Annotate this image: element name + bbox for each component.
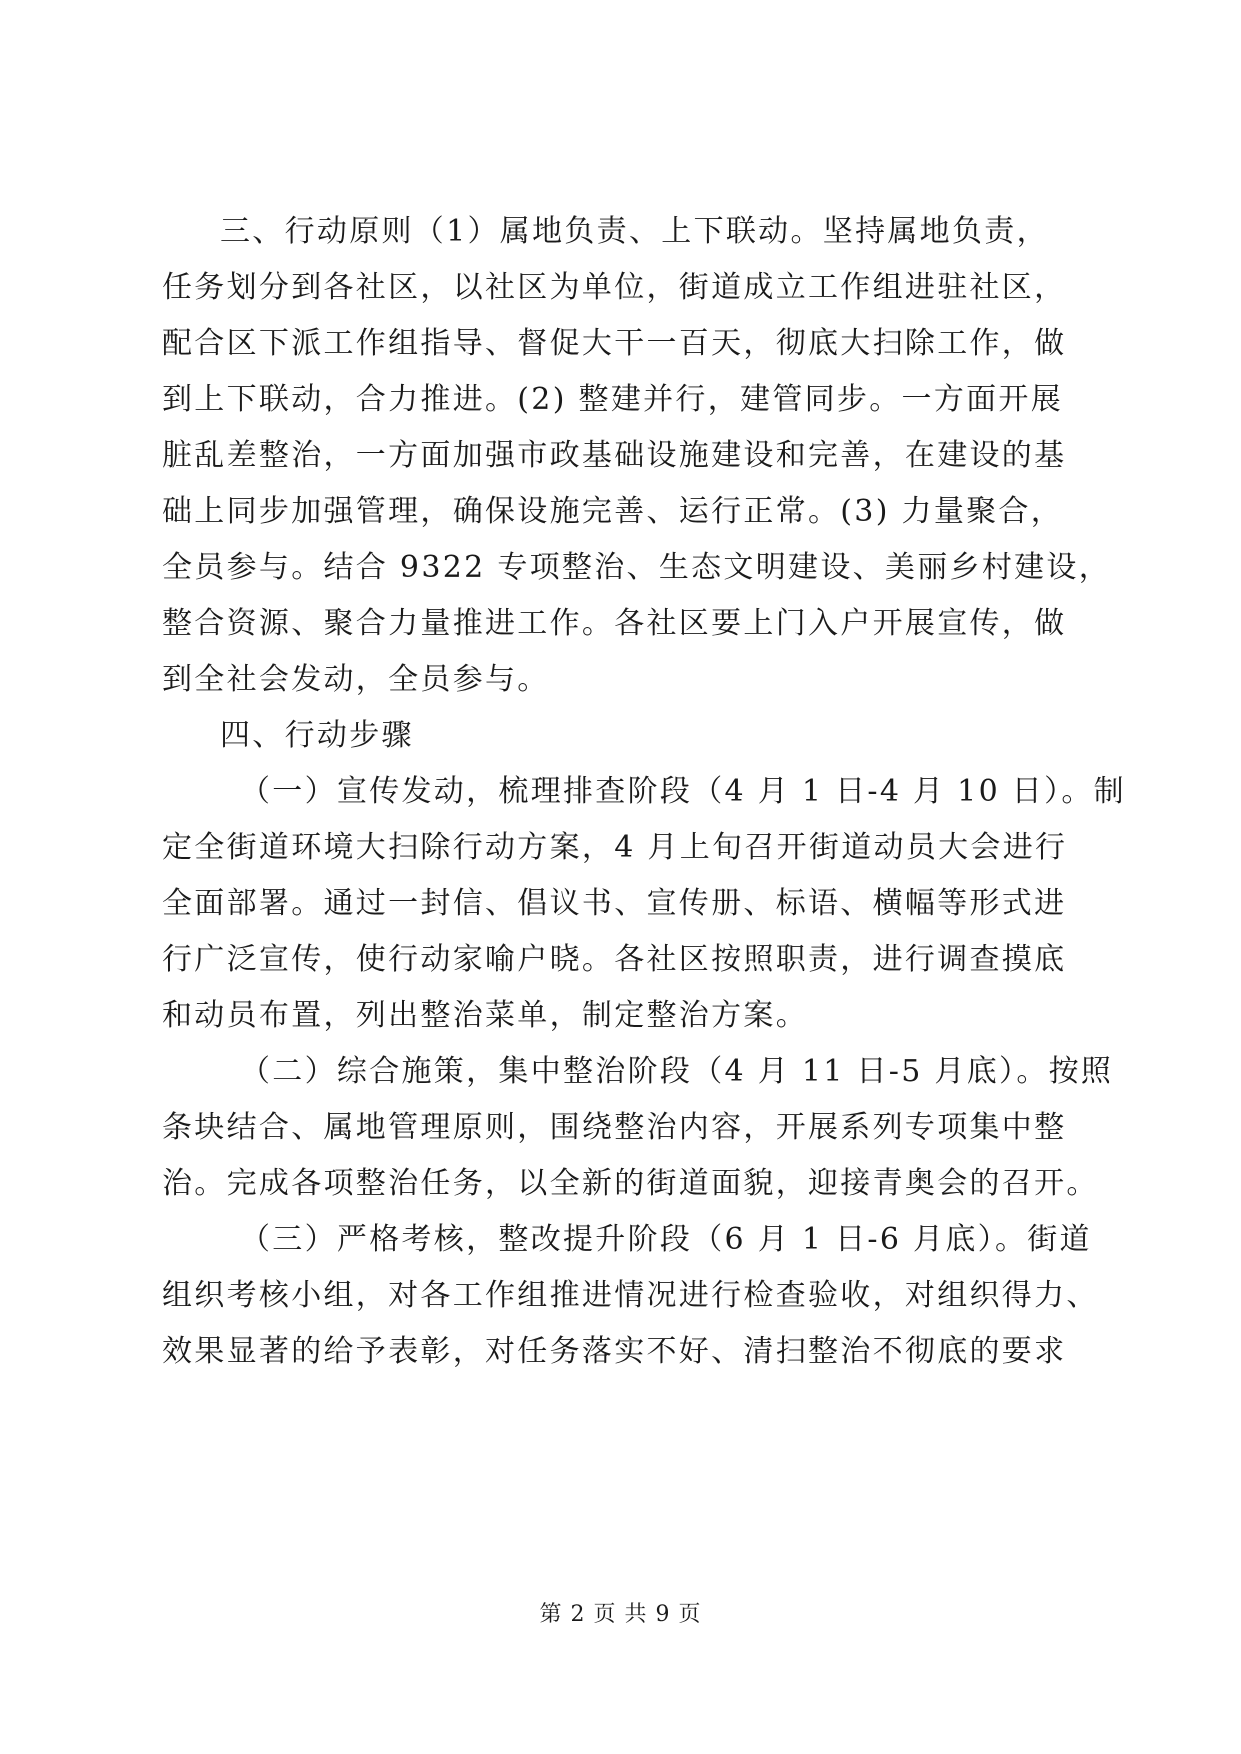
body-line: 定全街道环境大扫除行动方案，4 月上旬召开街道动员大会进行: [162, 830, 1068, 865]
body-line: 全面部署。通过一封信、倡议书、宣传册、标语、横幅等形式进: [162, 886, 1067, 921]
body-line: 和动员布置，列出整治菜单，制定整治方案。: [162, 998, 808, 1033]
body-line: 组织考核小组，对各工作组推进情况进行检查验收，对组织得力、: [162, 1278, 1099, 1313]
body-line: 任务划分到各社区，以社区为单位，街道成立工作组进驻社区，: [162, 270, 1067, 305]
body-line: 三、行动原则（1）属地负责、上下联动。坚持属地负责，: [220, 214, 1049, 249]
body-line: （三）严格考核，整改提升阶段（6 月 1 日-6 月底）。街道: [240, 1222, 1092, 1257]
body-line: 全员参与。结合 9322 专项整治、生态文明建设、美丽乡村建设，: [162, 550, 1112, 585]
body-line: 效果显著的给予表彰，对任务落实不好、清扫整治不彻底的要求: [162, 1334, 1067, 1369]
section-heading: 四、行动步骤: [220, 718, 414, 753]
body-line: 到上下联动，合力推进。(2) 整建并行，建管同步。一方面开展: [162, 382, 1064, 417]
body-line: 条块结合、属地管理原则，围绕整治内容，开展系列专项集中整: [162, 1110, 1067, 1145]
body-line: 治。完成各项整治任务，以全新的街道面貌，迎接青奥会的召开。: [162, 1166, 1099, 1201]
body-line: 整合资源、聚合力量推进工作。各社区要上门入户开展宣传，做: [162, 606, 1067, 641]
body-line: 脏乱差整治，一方面加强市政基础设施建设和完善，在建设的基: [162, 438, 1067, 473]
page-number-footer: 第 2 页 共 9 页: [539, 1602, 702, 1627]
body-line: 行广泛宣传，使行动家喻户晓。各社区按照职责，进行调查摸底: [162, 942, 1067, 977]
body-line: 到全社会发动，全员参与。: [162, 662, 550, 697]
body-line: 础上同步加强管理，确保设施完善、运行正常。(3) 力量聚合，: [162, 494, 1064, 529]
body-line: （二）综合施策，集中整治阶段（4 月 11 日-5 月底）。按照: [240, 1054, 1114, 1089]
body-line: 配合区下派工作组指导、督促大干一百天，彻底大扫除工作，做: [162, 326, 1067, 361]
body-line: （一）宣传发动，梳理排查阶段（4 月 1 日-4 月 10 日）。制: [240, 774, 1126, 809]
